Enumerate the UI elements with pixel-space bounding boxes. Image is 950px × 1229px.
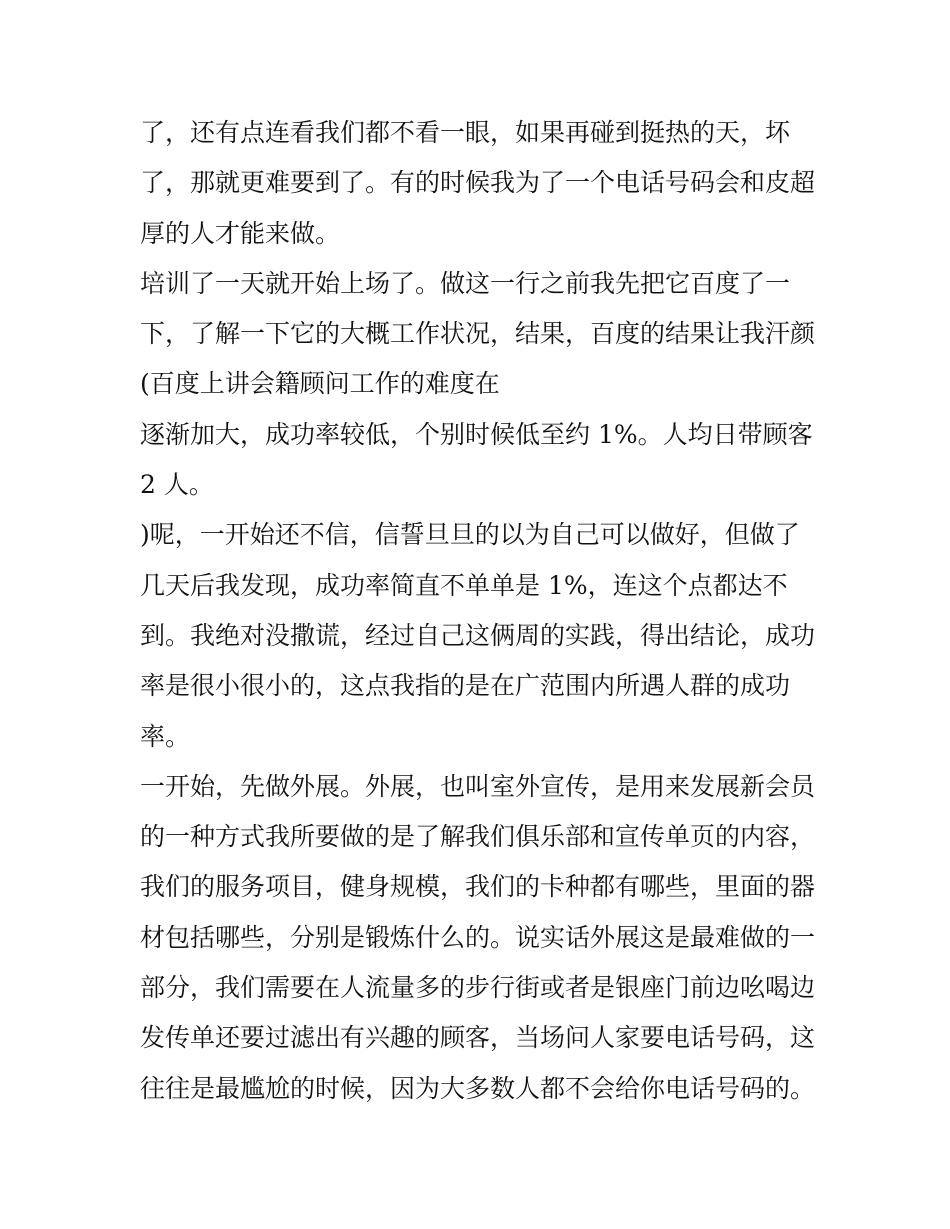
- text-line: 部分，我们需要在人流量多的步行街或者是银座门前边吆喝边: [140, 973, 816, 1003]
- text-line: 了，还有点连看我们都不看一眼，如果再碰到挺热的天，坏: [140, 118, 791, 147]
- text-line: 几天后我发现，成功率简直不单单是 1%，连这个点都达不: [140, 570, 788, 600]
- text-line: 2 人。: [140, 470, 214, 500]
- text-line: 下，了解一下它的大概工作状况，结果，百度的结果让我汗颜: [140, 319, 816, 349]
- text-line: 我们的服务项目，健身规模，我们的卡种都有哪些，里面的器: [140, 872, 816, 902]
- body-text: [140, 108, 820, 1114]
- text-line: 的一种方式我所要做的是了解我们俱乐部和宣传单页的内容，: [140, 822, 816, 852]
- text-line: )呢，一开始还不信，信誓旦旦的以为自己可以做好，但做了: [140, 520, 800, 550]
- text-line: 到。我绝对没撒谎，经过自己这俩周的实践，得出结论，成功: [140, 620, 816, 650]
- text-line: 厚的人才能来做。: [140, 218, 341, 248]
- text-line: 发传单还要过滤出有兴趣的顾客，当场问人家要电话号码，这: [140, 1023, 816, 1053]
- text-line: 了，那就更难要到了。有的时候我为了一个电话号码会和皮超: [140, 168, 816, 198]
- text-line: 一开始，先做外展。外展，也叫室外宣传，是用来发展新会员: [140, 771, 816, 801]
- text-line: (百度上讲会籍顾问工作的难度在: [140, 369, 500, 399]
- text-line: 率。: [140, 721, 191, 751]
- text-line: 培训了一天就开始上场了。做这一行之前我先把它百度了一: [140, 268, 791, 298]
- text-line: 率是很小很小的，这点我指的是在广范围内所遇人群的成功: [140, 671, 791, 701]
- text-line: 往往是最尴尬的时候，因为大多数人都不会给你电话号码的。: [140, 1073, 816, 1103]
- text-line: 逐渐加大，成功率较低，个别时候低至约 1%。人均日带顾客: [140, 419, 813, 449]
- text-line: 材包括哪些，分别是锻炼什么的。说实话外展这是最难做的一: [140, 922, 816, 952]
